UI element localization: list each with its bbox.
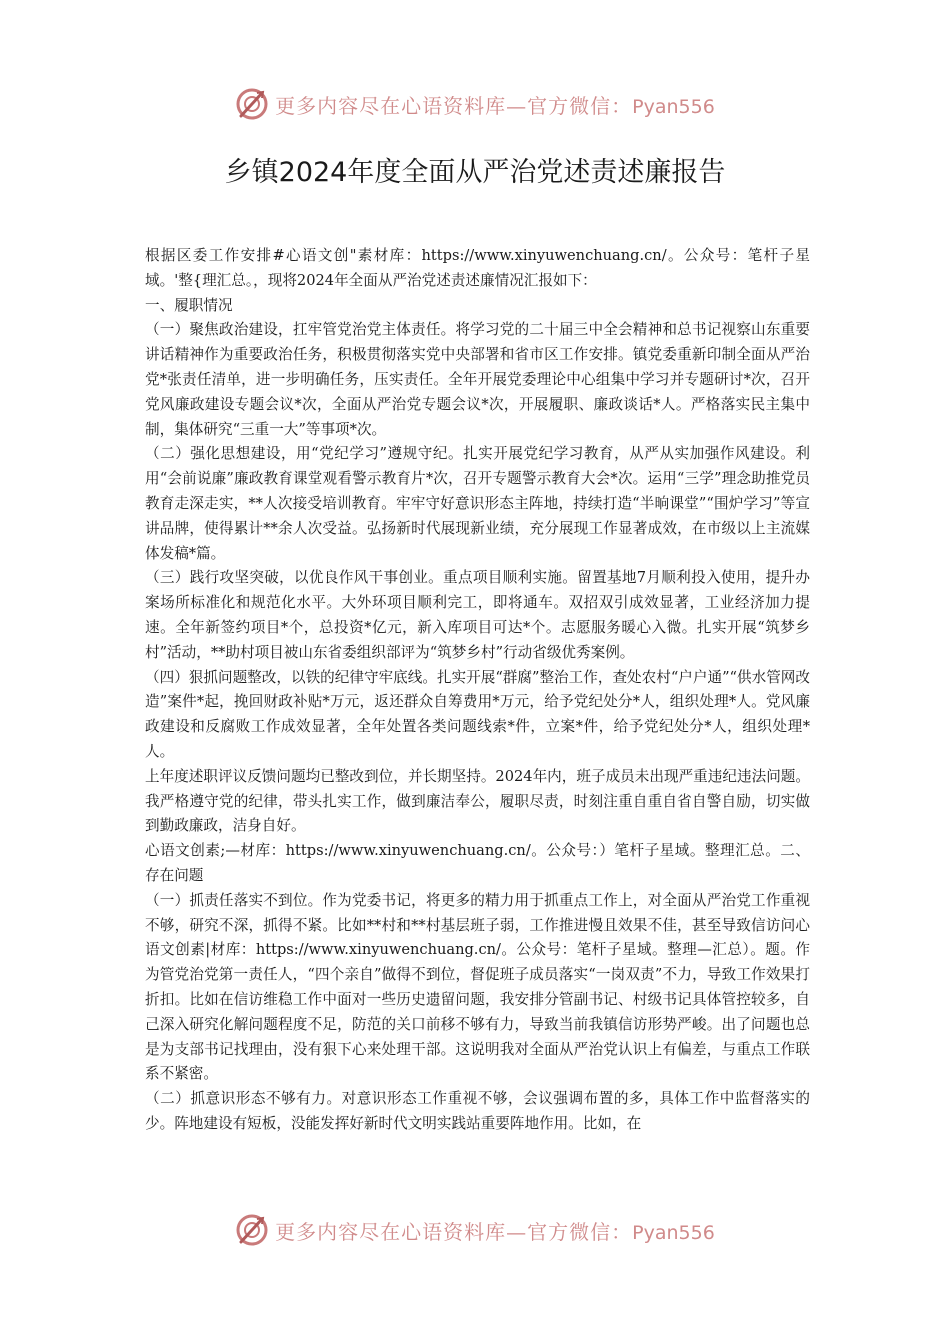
paragraph-ideological-building: （二）强化思想建设，用“党纪学习”遵规守纪。扎实开展党纪学习教育，从严从实加强作风建设。利用“会前说廉”廉政教育课堂观看警示教育片*次，召开专题警示教育大会*次。运用“三学”理念助推党员教育走深走实，**人次接受培训教育。牢牢守好意识形态主阵地，持续打造“半晌课堂”“围炉学习”等宣讲品牌，使得累计**余人次受益。弘扬新时代展现新业绩，充分展现工作显著成效，在市级以上主流媒体发稿*篇。 [145, 445, 810, 562]
paragraph-ideology-work: （二）抓意识形态不够有力。对意识形态工作重视不够，会议强调布置的多，具体工作中监督落实的少。阵地建设有短板，没能发挥好新时代文明实践站重要阵地作用。比如，在 [145, 1090, 810, 1132]
wechat-id: Pyan556 [632, 95, 715, 118]
paragraph-breakthrough: （三）践行攻坚突破，以优良作风干事创业。重点项目顺利实施。留置基地7月顺利投入使用，提升办案场所标准化和规范化水平。大外环项目顺利完工，即将通车。双招双引成效显著，工业经济加力提速。全年新签约项目*个，总投资*亿元，新入库项目可达*个。志愿服务暖心入微。扎实开展“筑梦乡村”活动，**助村项目被山东省委组织部评为“筑梦乡村”行动省级优秀案例。 [145, 569, 810, 661]
paragraph-responsibility: （一）抓责任落实不到位。作为党委书记，将更多的精力用于抓重点工作上，对全面从严治党工作重视不够，研究不深，抓得不紧。比如**村和**村基层班子弱，工作推进慢且效果不佳，甚至导致信访问心语文创素|材库：https://www.xinyuwenchuang.cn/。公众号：笔杆子星域。整理—汇总）。题。作为管党治党第一责任人，“四个亲自”做得不到位，督促班子成员落实“一岗双责”不力，导致工作效果打折扣。比如在信访维稳工作中面对一些历史遗留问题，我安排分管副书记、村级书记具体管控较多，自己深入研究化解问题程度不足，防范的关口前移不够有力，导致当前我镇信访形势严峻。出了问题也总是为支部书记找理由，没有狠下心来处理干部。这说明我对全面从严治党认识上有偏差，与重点工作联系不紧密。 [145, 891, 810, 1083]
paragraph-rectification: （四）狠抓问题整改，以铁的纪律守牢底线。扎实开展“群腐”整治工作，查处农村“户户通”“供水管网改造”案件*起，挽回财政补贴*万元，返还群众自筹费用*万元，给予党纪处分*人，组织处理*人。党风廉政建设和反腐败工作成效显著，全年处置各类问题线索*件，立案*件，给予党纪处分*人，组织处理*人。 [145, 668, 810, 760]
paragraph-intro: 根据区委工作安排#心语文创"素材库：https://www.xinyuwenchuang.cn/。公众号：笔杆子星域。'整{理汇总。，现将2024年全面从严治党述责述廉情况汇报如下： [145, 247, 810, 289]
document-title: 乡镇2024年度全面从严治党述责述廉报告 [224, 157, 726, 188]
brand-logo-icon [235, 1213, 269, 1247]
brand-logo-icon [235, 87, 269, 121]
paragraph-political-building: （一）聚焦政治建设，扛牢管党治党主体责任。将学习党的二十届三中全会精神和总书记视察山东重要讲话精神作为重要政治任务，积极贯彻落实党中央部署和省市区工作安排。镇党委重新印制全面从严治党*张责任清单，进一步明确任务，压实责任。全年开展党委理论中心组集中学习并专题研讨*次，召开党风廉政建设专题会议*次，全面从严治党专题会议*次，开展履职、廉政谈话*人。严格落实民主集中制，集体研究“三重一大”等事项*次。 [145, 321, 810, 438]
paragraph-review-feedback: 上年度述职评议反馈问题均已整改到位，并长期坚持。2024年内，班子成员未出现严重违纪违法问题。我严格遵守党的纪律，带头扎实工作，做到廉洁奉公，履职尽责，时刻注重自重自省自警自励，切实做到勤政廉政，洁身自好。 [145, 767, 810, 835]
wechat-id: Pyan556 [632, 1221, 715, 1244]
header-watermark-banner [0, 82, 950, 126]
section-heading-problems: 心语文创素;—材库：https://www.xinyuwenchuang.cn/。公众号：）笔杆子星域。整理汇总。二、存在问题 [145, 842, 810, 884]
banner-text: 更多内容尽在心语资料库—官方微信：Pyan556 [275, 93, 715, 118]
document-body [145, 244, 810, 1137]
footer-watermark-banner [0, 1208, 950, 1252]
section-heading-duties: 一、履职情况 [145, 296, 233, 314]
banner-text: 更多内容尽在心语资料库—官方微信：Pyan556 [275, 1219, 715, 1244]
